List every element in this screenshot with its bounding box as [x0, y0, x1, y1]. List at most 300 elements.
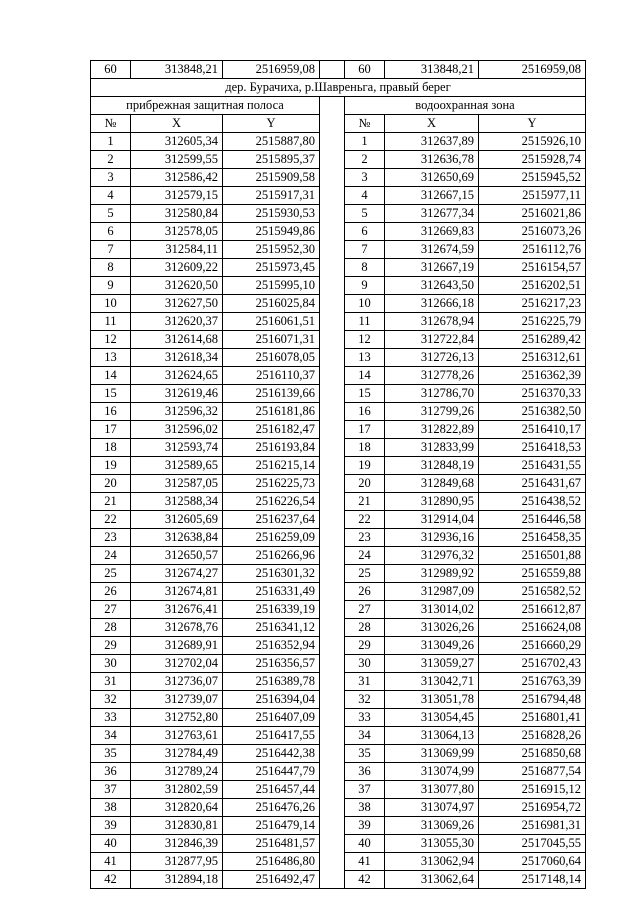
left-y-value: 2516193,84: [223, 439, 320, 457]
right-point-number: 11: [345, 313, 385, 331]
left-x-value: 312689,91: [131, 637, 223, 655]
left-y-value: 2516389,78: [223, 673, 320, 691]
left-y-value: 2516139,66: [223, 385, 320, 403]
right-col-y-header: Y: [479, 115, 586, 133]
right-y-value: 2516154,57: [479, 259, 586, 277]
row-gap: [320, 295, 345, 313]
right-x-value: 312669,83: [385, 223, 479, 241]
right-x-value: 313042,71: [385, 673, 479, 691]
right-y-value: 2516431,67: [479, 475, 586, 493]
row-gap: [320, 511, 345, 529]
table-row: [91, 619, 586, 637]
left-point-number: 3: [91, 169, 131, 187]
right-point-number: 28: [345, 619, 385, 637]
right-point-number: 19: [345, 457, 385, 475]
left-point-number: 1: [91, 133, 131, 151]
left-x-value: 312596,32: [131, 403, 223, 421]
table-row: [91, 295, 586, 313]
left-x-value: 312609,22: [131, 259, 223, 277]
left-point-number: 21: [91, 493, 131, 511]
left-point-number: 7: [91, 241, 131, 259]
left-y-value: 2515887,80: [223, 133, 320, 151]
row-gap: [320, 709, 345, 727]
left-y-value: 2515895,37: [223, 151, 320, 169]
left-x-value: 312894,18: [131, 871, 223, 889]
right-point-number: 29: [345, 637, 385, 655]
left-x-value: 312752,80: [131, 709, 223, 727]
table-row: [91, 781, 586, 799]
right-point-number: 1: [345, 133, 385, 151]
table-row: [91, 241, 586, 259]
right-y-value: 2516410,17: [479, 421, 586, 439]
left-point-number: 42: [91, 871, 131, 889]
carry-left-y: 2516959,08: [223, 61, 320, 79]
left-point-number: 8: [91, 259, 131, 277]
left-x-value: 312579,15: [131, 187, 223, 205]
left-x-value: 312580,84: [131, 205, 223, 223]
left-x-value: 312619,46: [131, 385, 223, 403]
row-gap: [320, 367, 345, 385]
left-y-value: 2516486,80: [223, 853, 320, 871]
right-y-value: 2515977,11: [479, 187, 586, 205]
row-gap: [320, 133, 345, 151]
left-point-number: 32: [91, 691, 131, 709]
right-point-number: 18: [345, 439, 385, 457]
right-x-value: 313049,26: [385, 637, 479, 655]
carry-gap: [320, 61, 345, 79]
right-y-value: 2516312,61: [479, 349, 586, 367]
table-row: [91, 529, 586, 547]
left-y-value: 2516341,12: [223, 619, 320, 637]
right-point-number: 30: [345, 655, 385, 673]
left-x-value: 312702,04: [131, 655, 223, 673]
row-gap: [320, 727, 345, 745]
left-x-value: 312624,65: [131, 367, 223, 385]
right-point-number: 31: [345, 673, 385, 691]
right-point-number: 13: [345, 349, 385, 367]
right-point-number: 12: [345, 331, 385, 349]
left-x-value: 312584,11: [131, 241, 223, 259]
table-row: [91, 367, 586, 385]
left-y-value: 2516182,47: [223, 421, 320, 439]
row-gap: [320, 223, 345, 241]
left-x-value: 312674,81: [131, 583, 223, 601]
right-point-number: 41: [345, 853, 385, 871]
right-y-value: 2516702,43: [479, 655, 586, 673]
left-x-value: 312877,95: [131, 853, 223, 871]
right-x-value: 313069,26: [385, 817, 479, 835]
left-x-value: 312678,76: [131, 619, 223, 637]
table-row: [91, 277, 586, 295]
row-gap: [320, 799, 345, 817]
row-gap: [320, 691, 345, 709]
right-point-number: 14: [345, 367, 385, 385]
right-y-value: 2516660,29: [479, 637, 586, 655]
row-gap: [320, 403, 345, 421]
right-x-value: 312936,16: [385, 529, 479, 547]
table-row: [91, 385, 586, 403]
left-point-number: 6: [91, 223, 131, 241]
right-y-value: 2516981,31: [479, 817, 586, 835]
table-row: [91, 421, 586, 439]
right-y-value: 2515928,74: [479, 151, 586, 169]
carry-left-number: 60: [91, 61, 131, 79]
left-col-x-header: X: [131, 115, 223, 133]
right-x-value: 312848,19: [385, 457, 479, 475]
right-point-number: 22: [345, 511, 385, 529]
table-row: [91, 745, 586, 763]
left-x-value: 312588,34: [131, 493, 223, 511]
heading-gap: [320, 97, 345, 115]
table-row: [91, 313, 586, 331]
row-gap: [320, 259, 345, 277]
right-x-value: 312822,89: [385, 421, 479, 439]
left-y-value: 2516479,14: [223, 817, 320, 835]
header-gap: [320, 115, 345, 133]
left-y-value: 2516442,38: [223, 745, 320, 763]
right-y-value: 2516794,48: [479, 691, 586, 709]
left-y-value: 2516225,73: [223, 475, 320, 493]
table-row: [91, 331, 586, 349]
left-x-value: 312674,27: [131, 565, 223, 583]
left-point-number: 41: [91, 853, 131, 871]
right-y-value: 2516850,68: [479, 745, 586, 763]
right-x-value: 312989,92: [385, 565, 479, 583]
left-y-value: 2516061,51: [223, 313, 320, 331]
section-title: дер. Бурачиха, р.Шавреньга, правый берег: [91, 79, 586, 97]
row-gap: [320, 655, 345, 673]
row-gap: [320, 277, 345, 295]
row-gap: [320, 529, 345, 547]
right-y-value: 2516446,58: [479, 511, 586, 529]
table-row: [91, 763, 586, 781]
row-gap: [320, 781, 345, 799]
right-y-value: 2515926,10: [479, 133, 586, 151]
left-point-number: 9: [91, 277, 131, 295]
right-point-number: 38: [345, 799, 385, 817]
left-x-value: 312638,84: [131, 529, 223, 547]
left-x-value: 312586,42: [131, 169, 223, 187]
table-row: [91, 457, 586, 475]
left-y-value: 2516476,26: [223, 799, 320, 817]
carry-right-number: 60: [345, 61, 385, 79]
right-x-value: 312849,68: [385, 475, 479, 493]
right-point-number: 27: [345, 601, 385, 619]
right-y-value: 2517060,64: [479, 853, 586, 871]
row-gap: [320, 169, 345, 187]
row-gap: [320, 583, 345, 601]
table-row: [91, 439, 586, 457]
table-row: [91, 817, 586, 835]
table-row: [91, 169, 586, 187]
table-row: [91, 565, 586, 583]
left-x-value: 312618,34: [131, 349, 223, 367]
row-gap: [320, 547, 345, 565]
right-x-value: 312650,69: [385, 169, 479, 187]
left-point-number: 23: [91, 529, 131, 547]
left-col-number-header: №: [91, 115, 131, 133]
table-row: [91, 493, 586, 511]
right-y-value: 2516202,51: [479, 277, 586, 295]
carry-over-row: [91, 61, 586, 79]
table-row: [91, 133, 586, 151]
right-point-number: 33: [345, 709, 385, 727]
right-col-number-header: №: [345, 115, 385, 133]
left-y-value: 2516237,64: [223, 511, 320, 529]
left-y-value: 2515949,86: [223, 223, 320, 241]
right-x-value: 312678,94: [385, 313, 479, 331]
right-x-value: 312799,26: [385, 403, 479, 421]
table-row: [91, 547, 586, 565]
right-x-value: 313014,02: [385, 601, 479, 619]
left-y-value: 2516181,86: [223, 403, 320, 421]
right-point-number: 8: [345, 259, 385, 277]
left-y-value: 2516226,54: [223, 493, 320, 511]
table-row: [91, 151, 586, 169]
right-x-value: 312637,89: [385, 133, 479, 151]
column-header-row: [91, 115, 586, 133]
left-y-value: 2516215,14: [223, 457, 320, 475]
left-x-value: 312802,59: [131, 781, 223, 799]
left-x-value: 312846,39: [131, 835, 223, 853]
left-point-number: 25: [91, 565, 131, 583]
right-y-value: 2516112,76: [479, 241, 586, 259]
table-row: [91, 673, 586, 691]
row-gap: [320, 565, 345, 583]
right-point-number: 23: [345, 529, 385, 547]
left-point-number: 40: [91, 835, 131, 853]
left-y-value: 2515930,53: [223, 205, 320, 223]
right-point-number: 26: [345, 583, 385, 601]
left-y-value: 2516352,94: [223, 637, 320, 655]
right-x-value: 313074,97: [385, 799, 479, 817]
left-point-number: 36: [91, 763, 131, 781]
right-x-value: 312666,18: [385, 295, 479, 313]
left-point-number: 19: [91, 457, 131, 475]
table-row: [91, 853, 586, 871]
table-row: [91, 835, 586, 853]
right-y-value: 2517148,14: [479, 871, 586, 889]
right-point-number: 3: [345, 169, 385, 187]
table-row: [91, 637, 586, 655]
left-x-value: 312593,74: [131, 439, 223, 457]
right-y-value: 2516624,08: [479, 619, 586, 637]
left-point-number: 15: [91, 385, 131, 403]
right-point-number: 34: [345, 727, 385, 745]
left-point-number: 38: [91, 799, 131, 817]
right-point-number: 25: [345, 565, 385, 583]
right-x-value: 313026,26: [385, 619, 479, 637]
right-y-value: 2516458,35: [479, 529, 586, 547]
left-y-value: 2516025,84: [223, 295, 320, 313]
right-point-number: 32: [345, 691, 385, 709]
left-point-number: 29: [91, 637, 131, 655]
right-x-value: 312778,26: [385, 367, 479, 385]
left-y-value: 2515917,31: [223, 187, 320, 205]
left-point-number: 31: [91, 673, 131, 691]
left-x-value: 312830,81: [131, 817, 223, 835]
left-point-number: 35: [91, 745, 131, 763]
right-point-number: 40: [345, 835, 385, 853]
right-x-value: 313051,78: [385, 691, 479, 709]
left-point-number: 39: [91, 817, 131, 835]
left-x-value: 312789,24: [131, 763, 223, 781]
table-row: [91, 655, 586, 673]
right-point-number: 16: [345, 403, 385, 421]
left-y-value: 2516266,96: [223, 547, 320, 565]
right-point-number: 37: [345, 781, 385, 799]
row-gap: [320, 493, 345, 511]
left-point-number: 20: [91, 475, 131, 493]
table-row: [91, 205, 586, 223]
table-row: [91, 475, 586, 493]
right-point-number: 2: [345, 151, 385, 169]
right-point-number: 20: [345, 475, 385, 493]
row-gap: [320, 835, 345, 853]
right-col-x-header: X: [385, 115, 479, 133]
row-gap: [320, 637, 345, 655]
right-x-value: 313062,64: [385, 871, 479, 889]
row-gap: [320, 745, 345, 763]
row-gap: [320, 439, 345, 457]
coordinates-table: [90, 60, 586, 889]
left-point-number: 5: [91, 205, 131, 223]
left-x-value: 312736,07: [131, 673, 223, 691]
left-y-value: 2516492,47: [223, 871, 320, 889]
row-gap: [320, 601, 345, 619]
right-x-value: 313055,30: [385, 835, 479, 853]
table-row: [91, 583, 586, 601]
left-x-value: 312650,57: [131, 547, 223, 565]
left-point-number: 12: [91, 331, 131, 349]
right-x-value: 312667,19: [385, 259, 479, 277]
right-point-number: 7: [345, 241, 385, 259]
row-gap: [320, 853, 345, 871]
left-point-number: 16: [91, 403, 131, 421]
right-y-value: 2516877,54: [479, 763, 586, 781]
left-point-number: 37: [91, 781, 131, 799]
right-point-number: 24: [345, 547, 385, 565]
left-y-value: 2516071,31: [223, 331, 320, 349]
left-x-value: 312578,05: [131, 223, 223, 241]
left-x-value: 312599,55: [131, 151, 223, 169]
right-y-value: 2516915,12: [479, 781, 586, 799]
right-y-value: 2516501,88: [479, 547, 586, 565]
right-x-value: 312677,34: [385, 205, 479, 223]
table-row: [91, 223, 586, 241]
row-gap: [320, 151, 345, 169]
row-gap: [320, 475, 345, 493]
right-y-value: 2516438,52: [479, 493, 586, 511]
right-y-value: 2516225,79: [479, 313, 586, 331]
right-y-value: 2516828,26: [479, 727, 586, 745]
left-y-value: 2516339,19: [223, 601, 320, 619]
table-row: [91, 349, 586, 367]
left-x-value: 312763,61: [131, 727, 223, 745]
left-x-value: 312587,05: [131, 475, 223, 493]
right-x-value: 312667,15: [385, 187, 479, 205]
right-point-number: 42: [345, 871, 385, 889]
right-x-value: 312976,32: [385, 547, 479, 565]
left-x-value: 312614,68: [131, 331, 223, 349]
left-y-value: 2516394,04: [223, 691, 320, 709]
right-y-value: 2516763,39: [479, 673, 586, 691]
left-x-value: 312596,02: [131, 421, 223, 439]
right-x-value: 313054,45: [385, 709, 479, 727]
coordinates-table-container: [90, 60, 585, 889]
table-row: [91, 799, 586, 817]
left-point-number: 11: [91, 313, 131, 331]
row-gap: [320, 763, 345, 781]
left-point-number: 27: [91, 601, 131, 619]
right-x-value: 313059,27: [385, 655, 479, 673]
right-y-value: 2516073,26: [479, 223, 586, 241]
left-y-value: 2516407,09: [223, 709, 320, 727]
right-y-value: 2516559,88: [479, 565, 586, 583]
zone-heading-row: [91, 97, 586, 115]
left-x-value: 312605,69: [131, 511, 223, 529]
right-y-value: 2515945,52: [479, 169, 586, 187]
right-x-value: 312636,78: [385, 151, 479, 169]
table-row: [91, 727, 586, 745]
right-point-number: 10: [345, 295, 385, 313]
right-x-value: 312914,04: [385, 511, 479, 529]
left-x-value: 312676,41: [131, 601, 223, 619]
left-x-value: 312620,50: [131, 277, 223, 295]
right-y-value: 2516370,33: [479, 385, 586, 403]
left-y-value: 2516447,79: [223, 763, 320, 781]
right-x-value: 313069,99: [385, 745, 479, 763]
row-gap: [320, 871, 345, 889]
table-row: [91, 511, 586, 529]
left-point-number: 13: [91, 349, 131, 367]
table-row: [91, 259, 586, 277]
right-y-value: 2516582,52: [479, 583, 586, 601]
right-y-value: 2516954,72: [479, 799, 586, 817]
right-x-value: 312722,84: [385, 331, 479, 349]
left-y-value: 2516078,05: [223, 349, 320, 367]
table-row: [91, 601, 586, 619]
row-gap: [320, 385, 345, 403]
right-x-value: 313062,94: [385, 853, 479, 871]
left-y-value: 2516417,55: [223, 727, 320, 745]
left-x-value: 312627,50: [131, 295, 223, 313]
right-x-value: 312833,99: [385, 439, 479, 457]
row-gap: [320, 187, 345, 205]
right-x-value: 312786,70: [385, 385, 479, 403]
left-point-number: 17: [91, 421, 131, 439]
left-x-value: 312820,64: [131, 799, 223, 817]
right-x-value: 312674,59: [385, 241, 479, 259]
carry-right-x: 313848,21: [385, 61, 479, 79]
left-point-number: 18: [91, 439, 131, 457]
left-point-number: 14: [91, 367, 131, 385]
row-gap: [320, 457, 345, 475]
left-y-value: 2516457,44: [223, 781, 320, 799]
right-y-value: 2516021,86: [479, 205, 586, 223]
row-gap: [320, 241, 345, 259]
right-point-number: 9: [345, 277, 385, 295]
row-gap: [320, 205, 345, 223]
right-point-number: 39: [345, 817, 385, 835]
left-y-value: 2516110,37: [223, 367, 320, 385]
right-x-value: 312643,50: [385, 277, 479, 295]
section-title-row: [91, 79, 586, 97]
left-point-number: 30: [91, 655, 131, 673]
left-y-value: 2516481,57: [223, 835, 320, 853]
carry-right-y: 2516959,08: [479, 61, 586, 79]
row-gap: [320, 421, 345, 439]
